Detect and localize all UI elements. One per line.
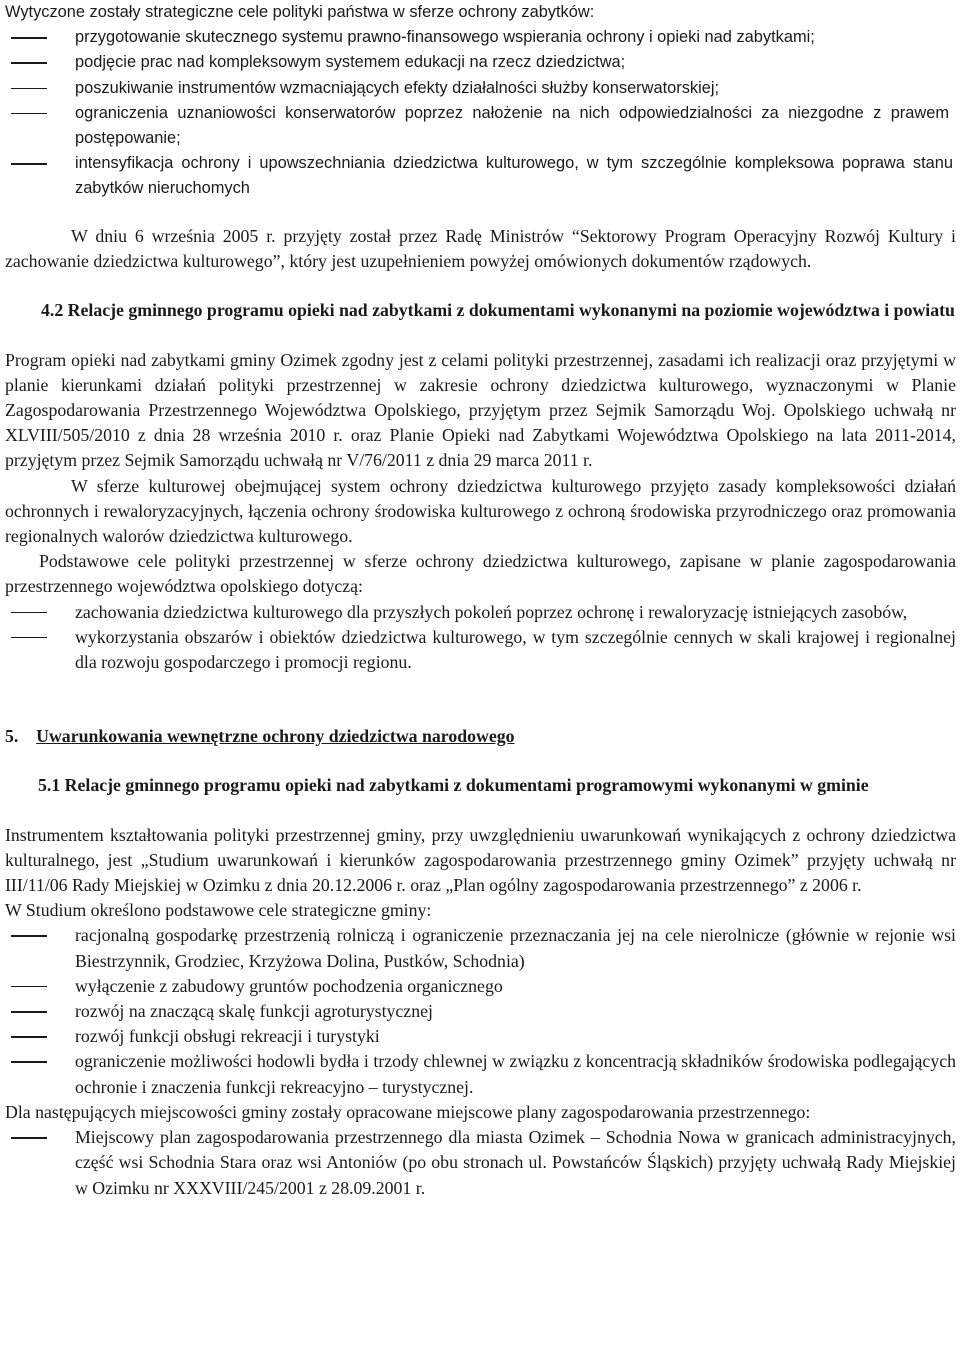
list-item: podjęcie prac nad kompleksowym systemem edukacji na rzecz dziedzictwa; [5, 50, 953, 75]
heading-5-title: Uwarunkowania wewnętrzne ochrony dziedzictwa narodowego [36, 726, 515, 747]
list-item: przygotowanie skutecznego systemu prawno-finansowego wspierania ochrony i opieki nad zabytkami; [5, 25, 953, 50]
paragraph-podstawowe: Podstawowe cele polityki przestrzennej w sferze ochrony dziedzictwa kulturowego, zapisane w planie zagospodarowania przestrzennego województwa opolskiego dotyczą: [5, 551, 956, 597]
list-item: zachowania dziedzictwa kulturowego dla przyszłych pokoleń poprzez ochronę i rewaloryzację istniejących zasobów, [5, 600, 956, 625]
heading-5-1: 5.1 Relacje gminnego programu opieki nad zabytkami z dokumentami programowymi wykonanymi w gminie [38, 775, 869, 796]
list-item: racjonalną gospodarkę przestrzenią rolniczą i ograniczenie przeznaczania jej na cele nierolnicze (głównie w rejonie wsi Biestrzynnik, Grodziec, Krzyżowa Dolina, Pustków, Schodnia) [5, 923, 956, 973]
list-item: ograniczenie możliwości hodowli bydła i trzody chlewnej w związku z koncentracją składników środowiska podlegających ochronie i znaczenia funkcji rekreacyjno – turystycznej. [5, 1049, 956, 1099]
list-item: ograniczenia uznaniowości konserwatorów poprzez nałożenie na nich odpowiedzialności za niezgodne z prawem postępowanie; [5, 101, 953, 151]
heading-4-2: 4.2 Relacje gminnego programu opieki nad zabytkami z dokumentami wykonanymi na poziomie województwa i powiatu [41, 300, 955, 321]
list-item: poszukiwanie instrumentów wzmacniających efekty działalności służby konserwatorskiej; [5, 76, 953, 101]
heading-5-number: 5. [5, 726, 19, 747]
paragraph-dla: Dla następujących miejscowości gminy zostały opracowane miejscowe plany zagospodarowania przestrzennego: [5, 1101, 811, 1122]
list-item: Miejscowy plan zagospodarowania przestrzennego dla miasta Ozimek – Schodnia Nowa w granicach administracyjnych, część wsi Schodnia Stara oraz wsi Antoniów (po obu stronach ul. Powstańców Śląskich) przyjęty uchwałą Rady Miejskiej w Ozimku nr XXXVIII/245/2001 z 28.09.2001 r. [5, 1125, 956, 1201]
list-item: rozwój funkcji obsługi rekreacji i turystyki [5, 1024, 956, 1049]
paragraph-2005: W dniu 6 września 2005 r. przyjęty został przez Radę Ministrów “Sektorowy Program Operacyjny Rozwój Kultury i zachowanie dziedzictwa kulturowego”, który jest uzupełnieniem powyżej omówionych dokumentów rządowych. [5, 226, 956, 272]
paragraph-program: Program opieki nad zabytkami gminy Ozimek zgodny jest z celami polityki przestrzennej, zasadami ich realizacji oraz przyjętymi w planie kierunkami działań polityki przestrzennej w zakresie ochrony dziedzictwa kulturowego, wyznaczonymi w Planie Zagospodarowania Przestrzennego Województwa Opolskiego, przyjętym przez Sejmik Samorządu Woj. Opolskiego uchwałą nr XLVIII/505/2010 z dnia 28 września 2010 r. oraz Planie Opieki nad Zabytkami Województwa Opolskiego na lata 2011-2014, przyjętym przez Sejmik Samorządu uchwałą nr V/76/2011 z dnia 29 marca 2011 r. [5, 349, 956, 471]
list-item: wyłączenie z zabudowy gruntów pochodzenia organicznego [5, 974, 956, 999]
list-item: intensyfikacja ochrony i upowszechniania dziedzictwa kulturowego, w tym szczególnie kompleksowa poprawa stanu zabytków nieruchomych [5, 151, 953, 201]
strategic-goals-section [5, 0, 953, 202]
document-body [5, 224, 956, 1201]
voivodeship-goals-list [5, 600, 956, 676]
paragraph-instrument: Instrumentem kształtowania polityki przestrzennej gminy, przy uwzględnieniu uwarunkowań wynikających z ochrony dziedzictwa kulturalnego, jest „Studium uwarunkowań i kierunków zagospodarowania przestrzennego gminy Ozimek” przyjęty uchwałą nr III/11/06 Rady Miejskiej w Ozimku z dnia 20.12.2006 r. oraz „Plan ogólny zagospodarowania przestrzennego” z 2006 r. [5, 824, 956, 896]
strategic-goals-intro: Wytyczone zostały strategiczne cele polityki państwa w sferze ochrony zabytków: [5, 3, 595, 21]
list-item: wykorzystania obszarów i obiektów dziedzictwa kulturowego, w tym szczególnie cennych w skali krajowej i regionalnej dla rozwoju gospodarczego i promocji regionu. [5, 625, 956, 675]
paragraph-studium: W Studium określono podstawowe cele strategiczne gminy: [5, 900, 432, 921]
municipal-goals-list [5, 923, 956, 1099]
list-item: rozwój na znaczącą skalę funkcji agroturystycznej [5, 999, 956, 1024]
strategic-goals-list [5, 25, 953, 201]
local-plans-list [5, 1125, 956, 1201]
heading-5 [5, 724, 956, 749]
paragraph-sferze: W sferze kulturowej obejmującej system ochrony dziedzictwa kulturowego przyjęto zasady kompleksowości działań ochronnych i rewaloryzacyjnych, łączenia ochrony środowiska kulturowego z ochroną środowiska przyrodniczego oraz promowania regionalnych walorów dziedzictwa kulturowego. [5, 475, 956, 547]
